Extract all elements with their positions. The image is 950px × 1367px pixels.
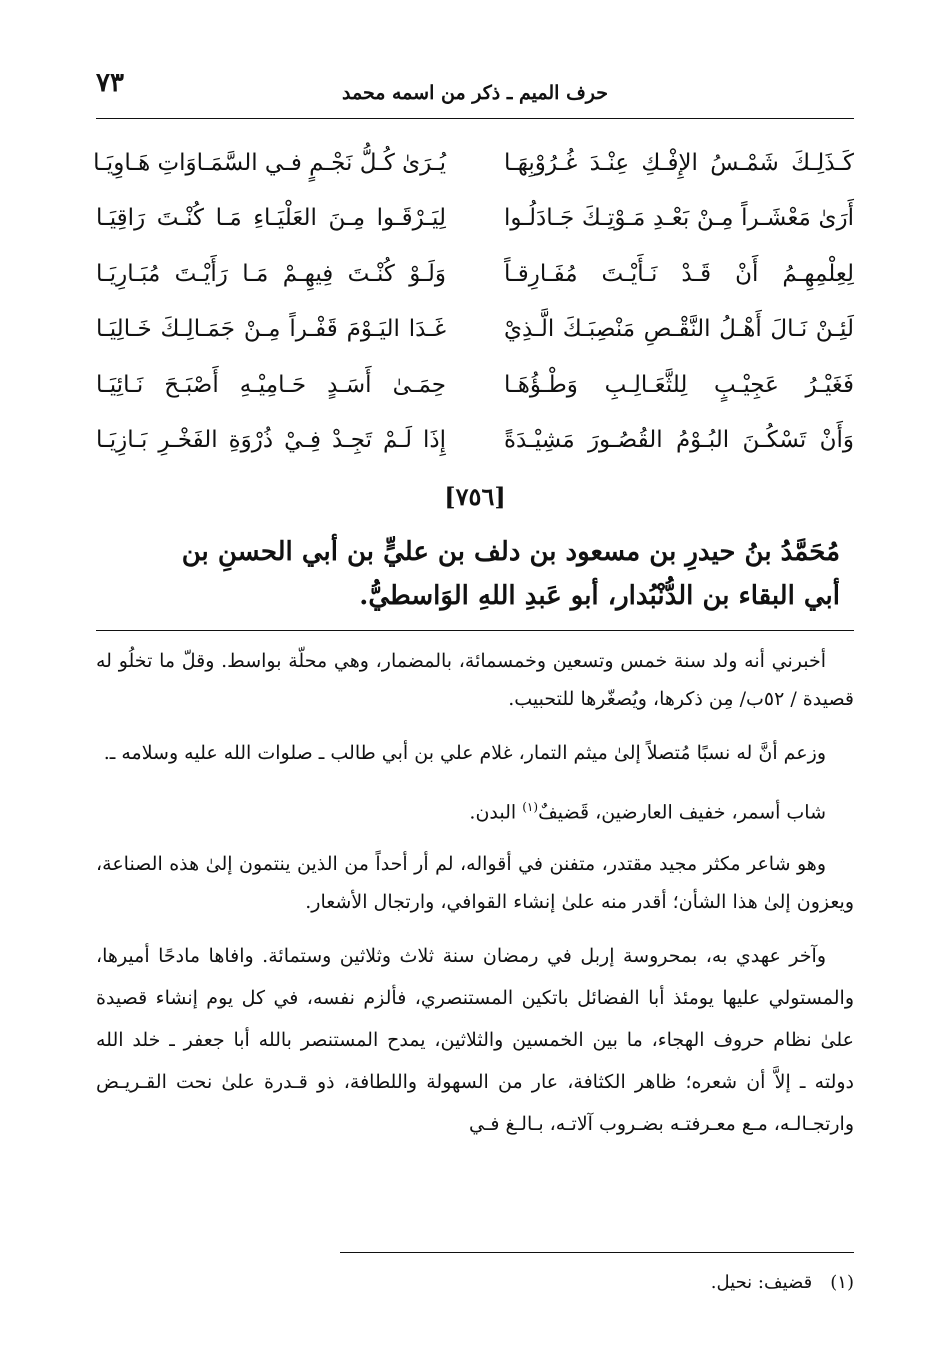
poem-verse: [96, 357, 854, 413]
poem-verse: [96, 246, 854, 302]
paragraph-text: وآخر عهدي به، بمحروسة إربل في رمضان سنة ثلاث وثلاثين وستمائة. وافاها مادحًا أميرها، والمستولي عليها يومئذ أبا الفضائل باتكين المستنصري، فألزم نفسه، في كل يوم إنشاء قصيدة علىٰ نظام حروف الهجاء، ما بين الخمسين والثلاثين، يمدح المستنصر بالله أبا جعفر ـ خلد الله دولته ـ إلاَّ أن شعره؛ ظاهر الكثافة، عار من السهولة واللطافة، ذو قـدرة علىٰ نحت القـريـض وارتجـالـه، مـع معـرفتـه بضـروب آلاتـه، بـالـغ فـي: [96, 945, 854, 1136]
paragraph-text: أخبرني أنه ولد سنة خمس وتسعين وخمسمائة، بالمضمار، وهي محلّة بواسط. وقلّ ما تخلُو له قصيدة / ٥٢ب/ مِن ذكرها، ويُصغّرها للتحبيب.: [96, 650, 854, 710]
page-number: ٧٣: [96, 68, 124, 98]
paragraph: [96, 788, 854, 831]
verse-first-hemistich: كَـذَلِـكَ شَمْـسُ الإِفْـكِ عِنْـدَ غُـرُوْبِهَـا: [504, 149, 854, 176]
verse-first-hemistich: أَرَىٰ مَعْشَـراً مِـنْ بَعْـدِ مَـوْتِـكَ جَـادَلُـوا: [504, 205, 854, 232]
verse-first-hemistich: وَأَنْ تَسْكُـنَ البُـوْمُ القُصُـورَ مَشِيْـدَةً: [504, 427, 854, 454]
footnote: [96, 1272, 854, 1293]
entry-heading-line: أبي البقاء بن الدُّنْبُدار، أبو عَبدِ اللهِ الوَاسطيُّ.: [359, 581, 840, 611]
paragraph-text: وهو شاعر مكثر مجيد مقتدر، متفنن في أقواله، لم أر أحداً من الذين ينتمون إلىٰ هذه الصناعة، ويعزون إلىٰ هذا الشأن؛ أقدر منه علىٰ إنشاء القوافي، وارتجال الأشعار.: [96, 853, 854, 914]
footnote-text: قضيف: نحيل.: [710, 1272, 813, 1293]
footnote-rule: [340, 1252, 854, 1253]
verse-first-hemistich: لِعِلْمِهِـمُ أَنْ قَـدْ نَـأَيْـتَ مُفَـارِقـاً: [504, 260, 854, 287]
verse-second-hemistich: وَلَـوْ كُنْـتَ فِيهِـمْ مَـا رَأَيْـتَ مُبَـارِيَـا: [96, 260, 446, 287]
paragraph-text: وزعم أنَّ له نسبًا مُتصلاً إلىٰ ميثم التمار، غلام علي بن أبي طالب ـ صلوات الله عليه وسلامه ـ.: [103, 742, 826, 764]
header-rule: [96, 118, 854, 119]
section-rule: [96, 630, 854, 631]
paragraph-text: البدن.: [469, 801, 523, 824]
poem-verse: [96, 302, 854, 358]
paragraph: [96, 935, 854, 1145]
poem: [93, 135, 854, 468]
verse-second-hemistich: يُـرَىٰ كُـلُّ نَجْـمٍ فـي السَّمَـاوَاتِ هَـاوِيَـا: [93, 149, 446, 176]
running-title: حرف الميم ـ ذكر من اسمه محمد: [341, 82, 608, 104]
poem-verse: [96, 413, 854, 469]
page-header: [96, 68, 854, 108]
verse-second-hemistich: حِمَـىٰ أَسَـدٍ حَـامِيْـهِ أَصْبَـحَ نَـائِيَـا: [96, 371, 446, 398]
verse-first-hemistich: فَغَيْـرُ عَجِيْـبٍ لِلثَّعَـالِـبِ وَطْـؤُهَـا: [504, 371, 854, 398]
verse-first-hemistich: لَئِـنْ نَـالَ أَهْـلُ النَّقْـصِ مَنْصِبَـكَ الَّـذِيْ: [504, 316, 854, 343]
entry-number: [٧٥٦]: [444, 482, 506, 511]
paragraph-text: شاب أسمر، خفيف العارضين، قَضيفٌ: [538, 801, 826, 824]
paragraph: [96, 642, 854, 718]
verse-second-hemistich: إِذَا لَـمْ تَجِـدْ فِـيْ ذُرْوَةِ الفَخْـرِ بَـازِيَـا: [96, 427, 446, 454]
verse-second-hemistich: لِيَـرْقَـوا مِـنَ العَلْيَـاءِ مَـا كُنْـتَ رَاقِيَـا: [96, 205, 446, 232]
paragraph: [96, 732, 854, 774]
poem-verse: [93, 135, 854, 191]
poem-verse: [96, 191, 854, 247]
paragraph: [96, 845, 854, 921]
verse-second-hemistich: غَـدَا اليَـوْمَ قَفْـراً مِـنْ جَمَـالِـكَ خَـالِيَـا: [96, 316, 446, 343]
footnote-mark: (١): [830, 1272, 854, 1293]
footnote-reference[interactable]: (١): [522, 800, 539, 814]
body-text: [96, 642, 854, 1159]
entry-heading-line: مُحَمَّدُ بنُ حيدرِ بن مسعود بن دلف بن عليٍّ بن أبي الحسنِ بن: [181, 537, 840, 567]
entry-heading: [150, 530, 840, 618]
